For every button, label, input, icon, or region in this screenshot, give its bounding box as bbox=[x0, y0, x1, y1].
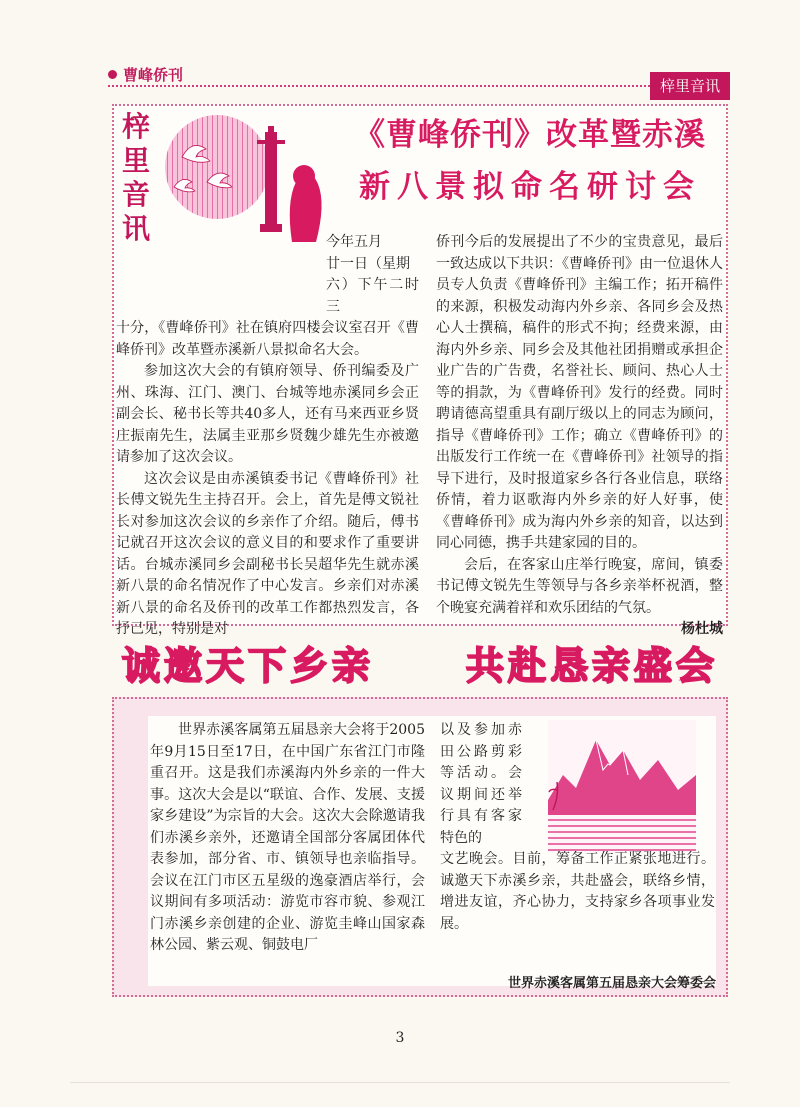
paragraph: 廿一日（星期 bbox=[326, 255, 410, 272]
article1-left-column bbox=[116, 232, 419, 641]
footer-rule bbox=[70, 1082, 730, 1083]
banner-left: 诚邀天下乡亲 bbox=[122, 644, 375, 688]
article1-title bbox=[340, 112, 720, 210]
title-line2: 新八景拟命名研讨会 bbox=[359, 169, 701, 205]
paragraph: 世界赤溪客属第五届恳亲大会将于2005年9月15日至17日，在中国广东省江门市隆重召开。这是我们赤溪海内外乡亲的一件大事。这次大会是以“联谊、合作、发展、支援家乡建设”为宗旨的大会。这次大会除邀请我们赤溪乡亲外，还邀请全国部分客属团体代表参加，部分省、市、镇领导也亲临指导。会议在江门市区五星级的逸豪酒店举行，会议期间有多项活动：游览市容市貌、参观江门赤溪乡亲创建的企业、游览圭峰山国家森林公园、紫云观、铜鼓电厂 bbox=[150, 722, 425, 953]
publication-name: 曹峰侨刊 bbox=[123, 66, 184, 84]
sun-circle bbox=[165, 115, 269, 219]
vertical-char: 梓 bbox=[121, 110, 150, 143]
paragraph: 文艺晚会。目前，筹备工作正紧张地进行。诚邀天下赤溪乡亲，共赴盛会，联络乡情，增进友谊，齐心协力，支持家乡各项事业发展。 bbox=[440, 851, 715, 932]
article2-right-column bbox=[440, 720, 715, 935]
vertical-char: 音 bbox=[121, 178, 150, 211]
section-tag: 梓里音讯 bbox=[650, 72, 730, 100]
title-line1: 《曹峰侨刊》改革暨赤溪 bbox=[354, 117, 706, 153]
author-name: 杨杜城 bbox=[681, 621, 723, 637]
paragraph: 以及参加赤田公路剪彩等活动。会议期间还举行具有客家特色的 bbox=[440, 722, 522, 846]
publication-header bbox=[108, 64, 183, 85]
article1-right-column bbox=[436, 232, 723, 641]
bullet-icon bbox=[108, 70, 117, 79]
doves-pillar-illustration bbox=[152, 112, 327, 242]
paragraph: 侨刊今后的发展提出了不少的宝贵意见，最后一致达成以下共识：《曹峰侨刊》由一位退休人员专人负责《曹峰侨刊》主编工作；拓开稿件的来源，积极发动海内外乡亲、各同乡会及热心人士撰稿，稿件的形式不拘；经费来源，由海内外乡亲、同乡会及其他社团捐赠或承担企业广告的广告费，名誉社长、顾问、热心人士等的捐款，为《曹峰侨刊》发行的经费。同时聘请德高望重具有副厅级以上的同志为顾问，指导《曹峰侨刊》工作；确立《曹峰侨刊》的出版发行工作统一在《曹峰侨刊》社领导的指导下进行，及时报道家乡各行各业信息，联络侨情，着力讴歌海内外乡亲的好人好事，使《曹峰侨刊》成为海内外乡亲的知音，以达到同心同德，携手共建家园的目的。 bbox=[436, 234, 723, 551]
paragraph: 十分，《曹峰侨刊》社在镇府四楼会议室召开《曹峰侨刊》改革暨赤溪新八景拟命名大会。 bbox=[116, 320, 419, 358]
paragraph: 今年五月 bbox=[326, 234, 382, 250]
paragraph: 这次会议是由赤溪镇委书记《曹峰侨刊》社长傅文锐先生主持召开。会上，首先是傅文锐社长对参加这次会议的乡亲作了介绍。随后，傅书记就召开这次会议的意义目的和要求作了重要讲话。台城赤溪同乡会副秘书长吴超华先生就赤溪新八景的命名情况作了中心发言。乡亲们对赤溪新八景的命名及侨刊的改革工作都热烈发言，各抒己见，特别是对 bbox=[116, 470, 419, 637]
article2-left-column bbox=[150, 720, 425, 957]
banner-right: 共赴恳亲盛会 bbox=[465, 644, 718, 688]
paragraph: 参加这次大会的有镇府领导、侨刊编委及广州、珠海、江门、澳门、台城等地赤溪同乡会正副会长、秘书长等共40多人，还有马来西亚乡贤庄振南先生，法属圭亚那乡贤魏少雄先生亦被邀请参加了这次会议。 bbox=[116, 363, 419, 465]
paragraph-text: 会后，在客家山庄举行晚宴，席间，镇委书记傅文锐先生等领导与各乡亲举杯祝酒，整个晚宴充满着祥和欢乐团结的气氛。 bbox=[436, 556, 723, 616]
invitation-banner bbox=[112, 635, 728, 690]
organizer-signature: 世界赤溪客属第五届恳亲大会筹委会 bbox=[507, 976, 716, 991]
vertical-char: 里 bbox=[121, 144, 150, 177]
paragraph: 六）下午二时三 bbox=[326, 277, 419, 315]
page-number: 3 bbox=[395, 1030, 405, 1046]
header-rule bbox=[108, 85, 730, 87]
vertical-char: 讯 bbox=[121, 212, 150, 245]
section-vertical-label bbox=[118, 112, 154, 244]
paragraph bbox=[436, 555, 723, 637]
